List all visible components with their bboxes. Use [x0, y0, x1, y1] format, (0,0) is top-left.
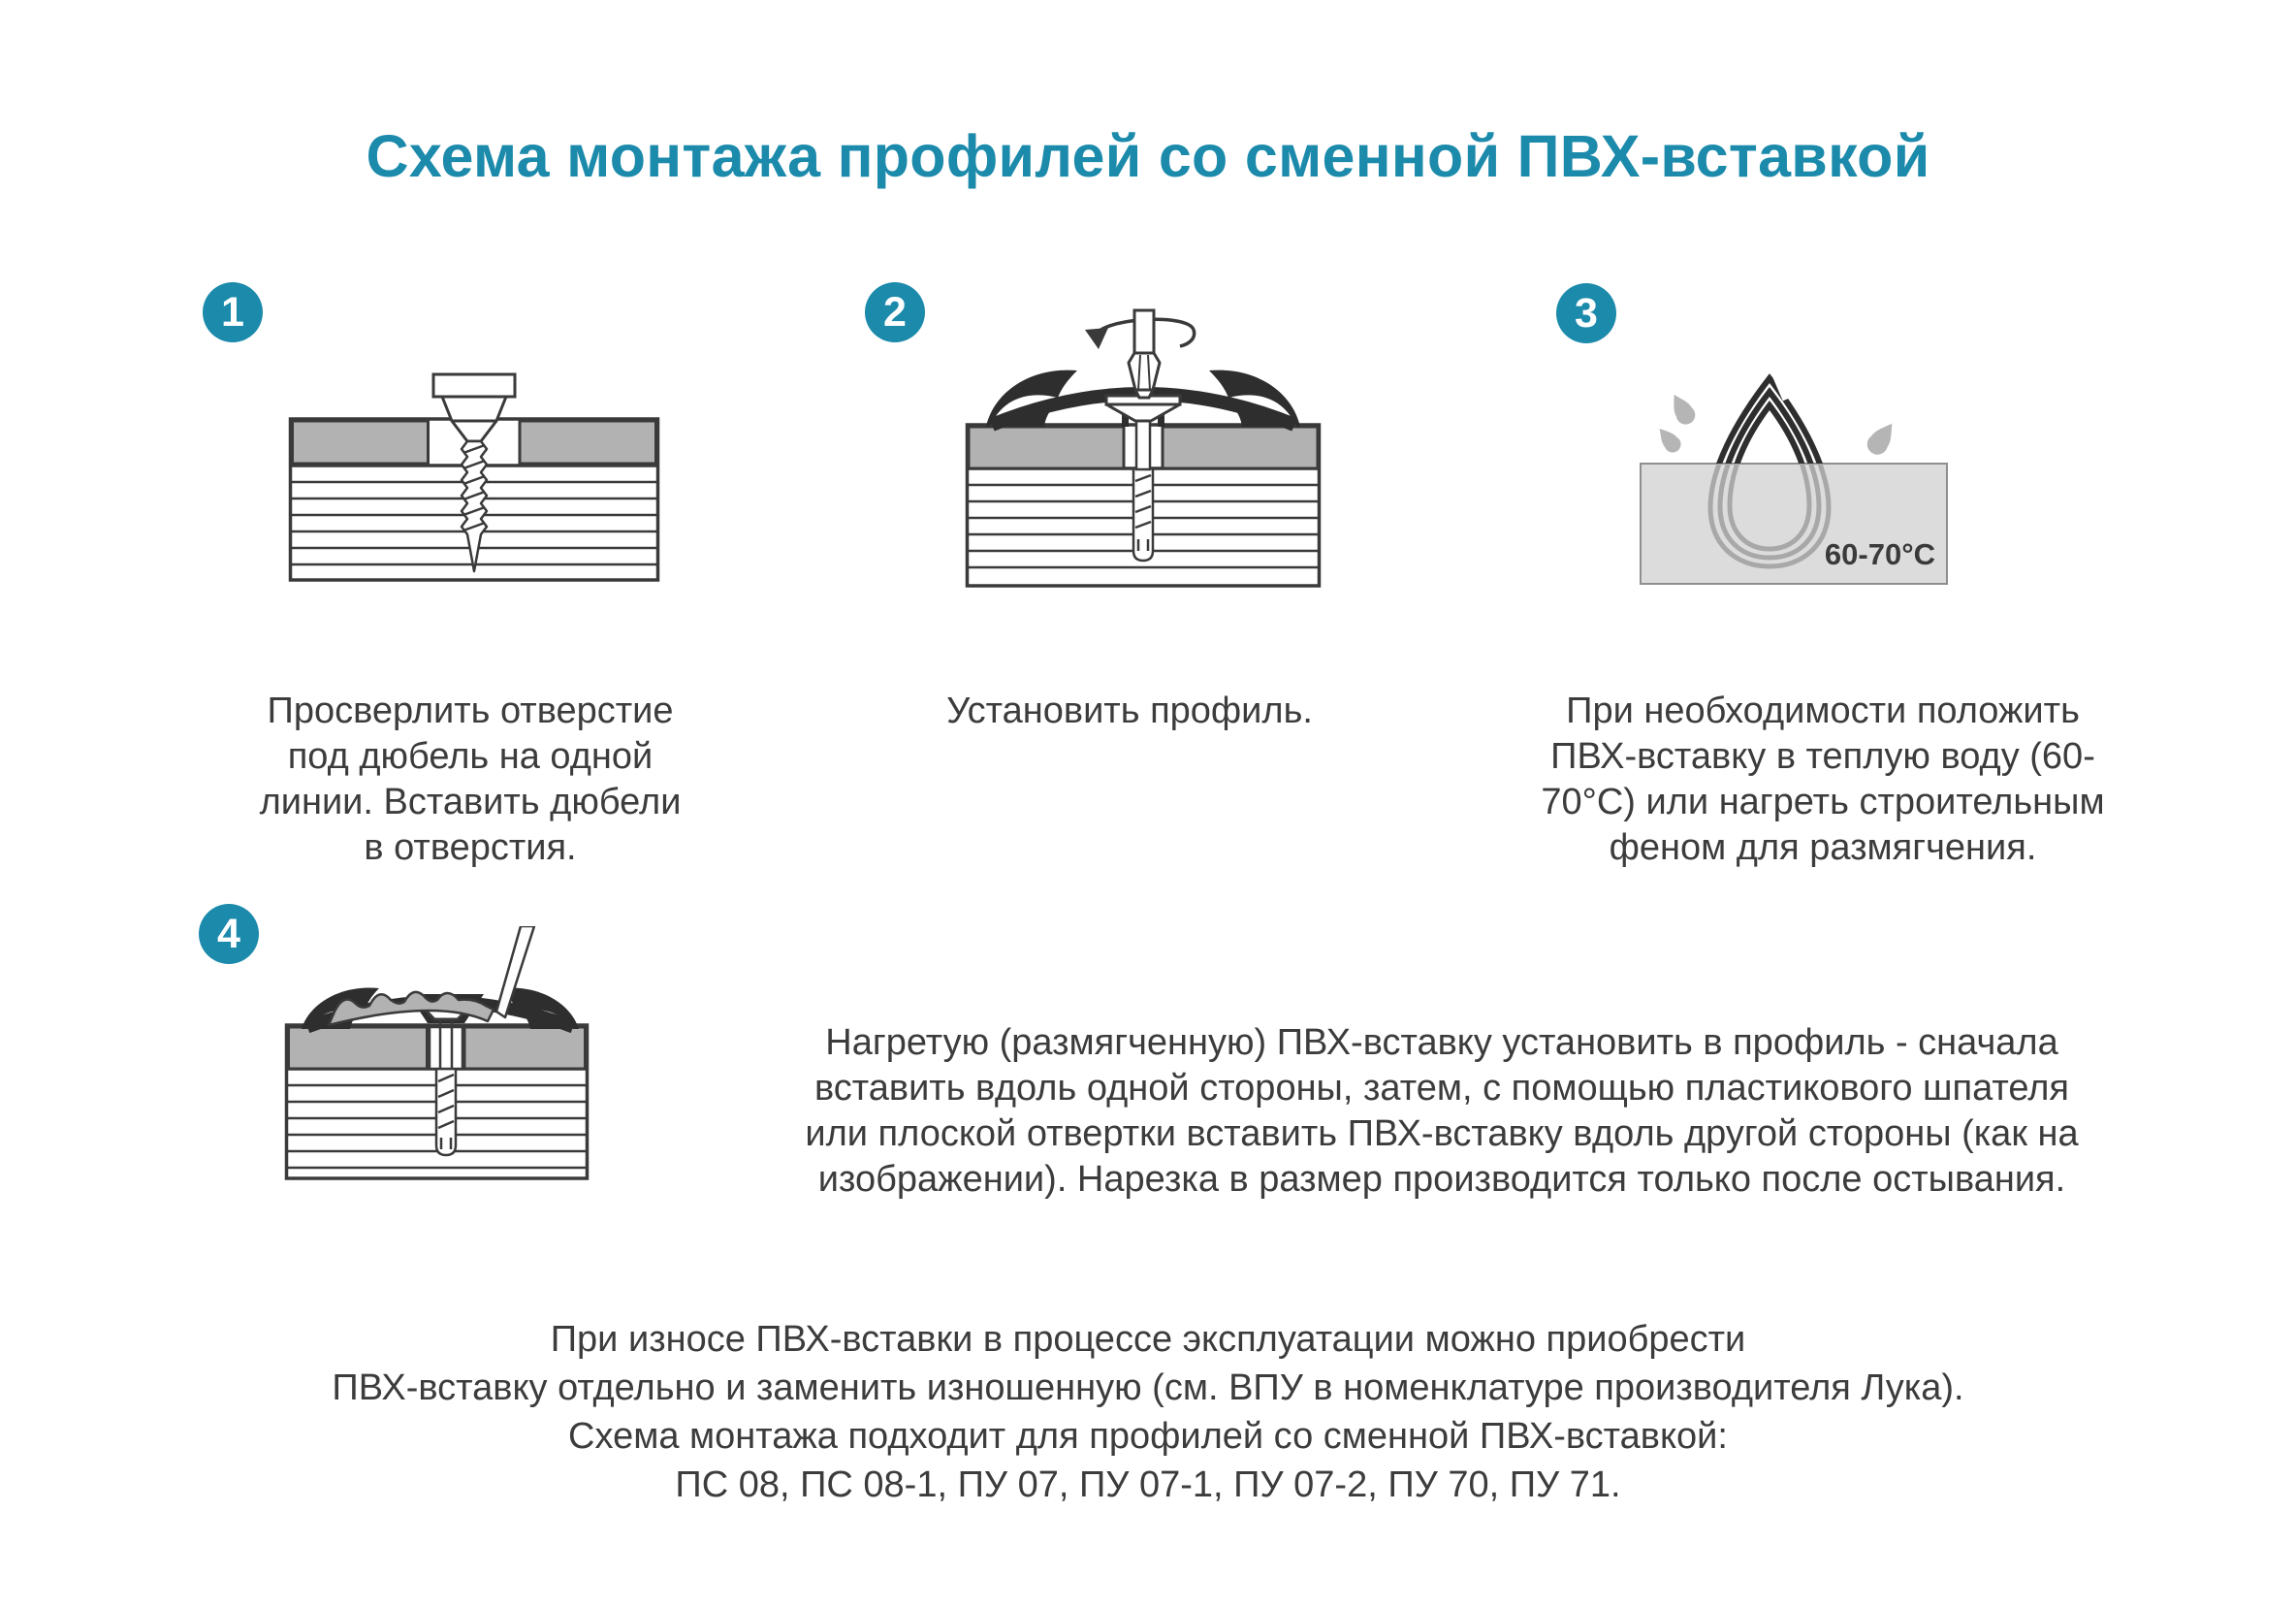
screw-head-icon	[1106, 396, 1180, 421]
step-4-caption	[744, 1020, 2140, 1203]
step-3-caption	[1483, 689, 2162, 871]
caption-line: феном для размягчения.	[1609, 827, 2037, 868]
screw-in-dowel-icon	[436, 1069, 456, 1155]
caption-line: под дюбель на одной	[287, 736, 654, 777]
caption-line: линии. Вставить дюбели	[259, 782, 682, 822]
footer-line: Схема монтажа подходит для профилей со сменной ПВХ-вставкой:	[568, 1416, 1728, 1457]
step-1-caption	[179, 689, 761, 871]
footer-line: При износе ПВХ-вставки в процессе эксплуатации можно приобрести	[550, 1319, 1746, 1360]
footer-line: ПВХ-вставку отдельно и заменить изношенную (см. ВПУ в номенклатуре производителя Лука).	[332, 1367, 1964, 1408]
caption-line: или плоской отвертки вставить ПВХ-вставку вдоль другой стороны (как на	[805, 1113, 2079, 1154]
caption-line: в отверстия.	[364, 827, 577, 868]
page-title: Схема монтажа профилей со сменной ПВХ-вставкой	[366, 123, 1930, 189]
pvc-insert-install-illustration	[284, 926, 596, 1193]
warm-water-illustration	[1639, 369, 1949, 587]
caption-line: вставить вдоль одной стороны, затем, с помощью пластикового шпателя	[814, 1068, 2069, 1109]
install-profile-illustration	[963, 306, 1323, 588]
caption-line: При необходимости положить	[1566, 691, 2080, 731]
screwdriver-icon	[1129, 310, 1160, 398]
caption-line: 70°C) или нагреть строительным	[1541, 782, 2105, 822]
drill-dowel-illustration	[288, 372, 660, 584]
step-1-number-badge: 1	[203, 282, 263, 342]
footer-note	[0, 1315, 2296, 1509]
footer-line: ПС 08, ПС 08-1, ПУ 07, ПУ 07-1, ПУ 07-2, ПУ 70, ПУ 71.	[675, 1464, 1621, 1505]
step-4-number-badge: 4	[199, 904, 259, 964]
dowel-in-floor-icon	[1133, 468, 1153, 561]
caption-line: Просверлить отверстие	[267, 691, 674, 731]
step-2-caption	[839, 689, 1420, 734]
step-2-number-badge: 2	[865, 282, 925, 342]
caption-line: ПВХ-вставку в теплую воду (60-	[1550, 736, 2095, 777]
caption-line: Установить профиль.	[946, 691, 1313, 731]
step-3-number-badge: 3	[1556, 283, 1616, 343]
caption-line: Нагретую (размягченную) ПВХ-вставку установить в профиль - сначала	[825, 1022, 2058, 1063]
water-temp-label: 60-70°C	[1824, 537, 1935, 571]
caption-line: изображении). Нарезка в размер производится только после остывания.	[817, 1159, 2066, 1200]
